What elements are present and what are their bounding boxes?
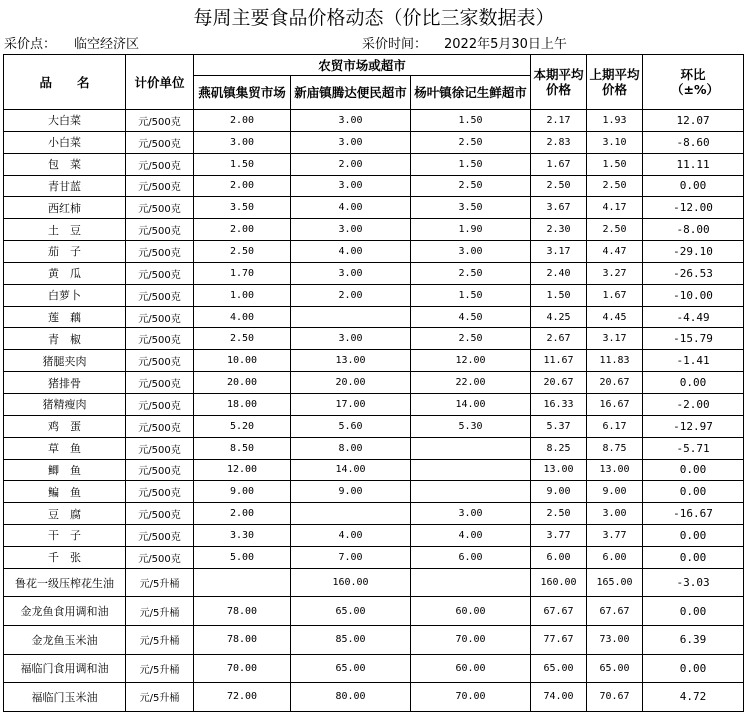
name-cell: 金龙鱼食用调和油 [4,597,126,626]
unit-cell: 元/500克 [126,241,194,263]
current-avg-price: 77.67 [531,625,587,654]
current-avg-price: 160.00 [531,568,587,597]
unit-cell: 元/500克 [126,393,194,415]
unit-cell: 元/500克 [126,131,194,153]
market-1-price: 5.00 [194,546,291,568]
unit-cell: 元/500克 [126,262,194,284]
table-row [4,625,744,654]
market-3-price: 12.00 [411,350,531,372]
previous-avg-price: 67.67 [587,597,643,626]
market-3-price: 6.00 [411,546,531,568]
change-percent: 12.07 [643,110,744,132]
change-percent: -12.00 [643,197,744,219]
market-2-price: 160.00 [291,568,411,597]
current-avg-price: 5.37 [531,415,587,437]
change-percent: 0.00 [643,372,744,394]
name-cell: 鲫 鱼 [4,459,126,481]
previous-avg-price: 8.75 [587,437,643,459]
name-cell: 猪排骨 [4,372,126,394]
market-2-price [291,306,411,328]
market-1-price: 18.00 [194,393,291,415]
table-row [4,110,744,132]
name-cell: 干 子 [4,525,126,547]
market-2-price [291,503,411,525]
table-row [4,459,744,481]
change-percent: -8.60 [643,131,744,153]
market-1-price [194,568,291,597]
unit-cell: 元/500克 [126,197,194,219]
current-avg-price: 74.00 [531,683,587,712]
market-3-price: 4.50 [411,306,531,328]
market-1-price: 10.00 [194,350,291,372]
current-avg-price: 2.17 [531,110,587,132]
market-1-price: 72.00 [194,683,291,712]
market-3-price: 2.50 [411,328,531,350]
market-1-price: 20.00 [194,372,291,394]
col-header-name: 品 名 [4,55,126,110]
market-2-price: 3.00 [291,175,411,197]
name-cell: 金龙鱼玉米油 [4,625,126,654]
market-1-price: 70.00 [194,654,291,683]
market-1-price: 3.50 [194,197,291,219]
current-avg-price: 2.67 [531,328,587,350]
unit-cell: 元/500克 [126,372,194,394]
market-2-price: 4.00 [291,241,411,263]
table-row [4,568,744,597]
current-avg-price: 2.83 [531,131,587,153]
change-percent: 0.00 [643,597,744,626]
previous-avg-price: 2.50 [587,175,643,197]
change-percent: -5.71 [643,437,744,459]
previous-avg-price: 3.17 [587,328,643,350]
name-cell: 小白菜 [4,131,126,153]
previous-avg-price: 16.67 [587,393,643,415]
market-2-price: 8.00 [291,437,411,459]
market-1-price: 8.50 [194,437,291,459]
market-1-price: 3.30 [194,525,291,547]
page-title: 每周主要食品价格动态（价比三家数据表） [193,7,555,29]
previous-avg-price: 11.83 [587,350,643,372]
current-avg-price: 2.40 [531,262,587,284]
market-3-price: 60.00 [411,597,531,626]
change-percent: 4.72 [643,683,744,712]
market-2-price: 85.00 [291,625,411,654]
previous-avg-price: 1.50 [587,153,643,175]
previous-avg-price: 70.67 [587,683,643,712]
market-2-price: 5.60 [291,415,411,437]
market-1-price: 5.20 [194,415,291,437]
unit-cell: 元/500克 [126,503,194,525]
market-2-price: 3.00 [291,131,411,153]
market-1-price: 12.00 [194,459,291,481]
market-1-price: 2.00 [194,175,291,197]
current-avg-price: 67.67 [531,597,587,626]
previous-avg-price: 165.00 [587,568,643,597]
market-2-price: 3.00 [291,219,411,241]
previous-avg-price: 20.67 [587,372,643,394]
previous-avg-price: 3.10 [587,131,643,153]
previous-avg-price: 2.50 [587,219,643,241]
change-percent: -29.10 [643,241,744,263]
market-2-price: 3.00 [291,328,411,350]
col-header-market-3: 杨叶镇徐记生鲜超市 [411,76,531,110]
current-avg-price: 3.17 [531,241,587,263]
change-percent: 0.00 [643,459,744,481]
current-avg-price: 1.67 [531,153,587,175]
previous-avg-price: 9.00 [587,481,643,503]
col-header-market-2: 新庙镇腾达便民超市 [291,76,411,110]
table-row [4,372,744,394]
market-2-price: 9.00 [291,481,411,503]
name-cell: 千 张 [4,546,126,568]
name-cell: 青甘蓝 [4,175,126,197]
market-2-price: 65.00 [291,654,411,683]
current-avg-price: 1.50 [531,284,587,306]
market-2-price: 13.00 [291,350,411,372]
name-cell: 草 鱼 [4,437,126,459]
previous-avg-price: 4.17 [587,197,643,219]
table-row [4,175,744,197]
current-avg-price: 20.67 [531,372,587,394]
table-row [4,197,744,219]
market-2-price: 4.00 [291,197,411,219]
col-header-change: 环比（±%） [643,55,744,110]
market-1-price: 3.00 [194,131,291,153]
market-3-price: 22.00 [411,372,531,394]
table-row [4,503,744,525]
change-percent: -16.67 [643,503,744,525]
meta-bar [0,36,748,54]
market-1-price: 1.50 [194,153,291,175]
market-1-price: 1.00 [194,284,291,306]
market-3-price: 1.50 [411,110,531,132]
previous-avg-price: 13.00 [587,459,643,481]
col-header-unit: 计价单位 [126,55,194,110]
unit-cell: 元/5升桶 [126,625,194,654]
market-3-price [411,481,531,503]
current-avg-price: 2.50 [531,175,587,197]
change-percent: -26.53 [643,262,744,284]
name-cell: 白萝卜 [4,284,126,306]
price-point-value: 临空经济区 [74,37,140,52]
table-row [4,654,744,683]
change-percent: 0.00 [643,546,744,568]
market-2-price: 17.00 [291,393,411,415]
change-percent: -4.49 [643,306,744,328]
previous-avg-price: 65.00 [587,654,643,683]
market-3-price [411,459,531,481]
name-cell: 豆 腐 [4,503,126,525]
name-cell: 猪腿夹肉 [4,350,126,372]
table-row [4,306,744,328]
col-header-current-avg: 本期平均价格 [531,55,587,110]
market-3-price: 2.50 [411,262,531,284]
market-3-price: 70.00 [411,625,531,654]
change-percent: -12.97 [643,415,744,437]
unit-cell: 元/500克 [126,328,194,350]
market-3-price: 1.50 [411,153,531,175]
market-1-price: 78.00 [194,597,291,626]
unit-cell: 元/500克 [126,306,194,328]
table-row [4,284,744,306]
table-row [4,328,744,350]
market-1-price: 2.00 [194,219,291,241]
name-cell: 西红柿 [4,197,126,219]
market-2-price: 4.00 [291,525,411,547]
current-avg-price: 2.50 [531,503,587,525]
unit-cell: 元/500克 [126,437,194,459]
table-row [4,393,744,415]
unit-cell: 元/5升桶 [126,683,194,712]
table-row [4,219,744,241]
previous-avg-price: 6.00 [587,546,643,568]
unit-cell: 元/500克 [126,525,194,547]
market-1-price: 9.00 [194,481,291,503]
market-3-price: 5.30 [411,415,531,437]
current-avg-price: 9.00 [531,481,587,503]
unit-cell: 元/500克 [126,175,194,197]
market-1-price: 4.00 [194,306,291,328]
change-percent: -8.00 [643,219,744,241]
unit-cell: 元/500克 [126,481,194,503]
change-percent: 0.00 [643,175,744,197]
current-avg-price: 4.25 [531,306,587,328]
market-3-price [411,437,531,459]
market-1-price: 2.00 [194,110,291,132]
unit-cell: 元/500克 [126,350,194,372]
market-1-price: 1.70 [194,262,291,284]
col-header-market-1: 燕矶镇集贸市场 [194,76,291,110]
table-row [4,415,744,437]
name-cell: 鲁花一级压榨花生油 [4,568,126,597]
previous-avg-price: 3.00 [587,503,643,525]
name-cell: 青 椒 [4,328,126,350]
table-row [4,153,744,175]
name-cell: 大白菜 [4,110,126,132]
table-row [4,437,744,459]
change-percent: -2.00 [643,393,744,415]
price-point-label: 采价点： [4,37,57,52]
change-percent: 0.00 [643,525,744,547]
previous-avg-price: 1.67 [587,284,643,306]
unit-cell: 元/5升桶 [126,654,194,683]
market-2-price: 2.00 [291,153,411,175]
previous-avg-price: 73.00 [587,625,643,654]
price-table [3,54,744,712]
name-cell: 黄 瓜 [4,262,126,284]
name-cell: 包 菜 [4,153,126,175]
current-avg-price: 11.67 [531,350,587,372]
current-avg-price: 6.00 [531,546,587,568]
unit-cell: 元/500克 [126,110,194,132]
current-avg-price: 2.30 [531,219,587,241]
market-3-price: 14.00 [411,393,531,415]
change-percent: 0.00 [643,654,744,683]
change-percent: -15.79 [643,328,744,350]
market-2-price: 2.00 [291,284,411,306]
market-3-price: 3.00 [411,241,531,263]
unit-cell: 元/500克 [126,415,194,437]
market-2-price: 3.00 [291,262,411,284]
change-percent: -1.41 [643,350,744,372]
current-avg-price: 8.25 [531,437,587,459]
market-1-price: 78.00 [194,625,291,654]
market-3-price: 2.50 [411,175,531,197]
change-percent: 6.39 [643,625,744,654]
unit-cell: 元/500克 [126,284,194,306]
market-2-price: 65.00 [291,597,411,626]
current-avg-price: 3.67 [531,197,587,219]
table-row [4,350,744,372]
unit-cell: 元/5升桶 [126,597,194,626]
market-3-price: 3.50 [411,197,531,219]
col-header-previous-avg: 上期平均价格 [587,55,643,110]
market-3-price: 2.50 [411,131,531,153]
previous-avg-price: 3.27 [587,262,643,284]
current-avg-price: 13.00 [531,459,587,481]
current-avg-price: 3.77 [531,525,587,547]
previous-avg-price: 1.93 [587,110,643,132]
col-header-market-group: 农贸市场或超市 [194,55,531,76]
unit-cell: 元/5升桶 [126,568,194,597]
market-3-price: 70.00 [411,683,531,712]
table-row [4,241,744,263]
unit-cell: 元/500克 [126,219,194,241]
market-2-price: 7.00 [291,546,411,568]
name-cell: 猪精瘦肉 [4,393,126,415]
unit-cell: 元/500克 [126,546,194,568]
name-cell: 鳊 鱼 [4,481,126,503]
name-cell: 土 豆 [4,219,126,241]
previous-avg-price: 4.47 [587,241,643,263]
table-row [4,262,744,284]
current-avg-price: 65.00 [531,654,587,683]
name-cell: 鸡 蛋 [4,415,126,437]
market-2-price: 80.00 [291,683,411,712]
market-2-price: 3.00 [291,110,411,132]
table-row [4,525,744,547]
market-1-price: 2.50 [194,328,291,350]
unit-cell: 元/500克 [126,153,194,175]
market-3-price: 3.00 [411,503,531,525]
previous-avg-price: 4.45 [587,306,643,328]
table-row [4,597,744,626]
collection-time-label: 采价时间： [362,37,428,52]
change-percent: -3.03 [643,568,744,597]
change-percent: 0.00 [643,481,744,503]
market-3-price: 1.90 [411,219,531,241]
market-2-price: 20.00 [291,372,411,394]
unit-cell: 元/500克 [126,459,194,481]
market-3-price: 60.00 [411,654,531,683]
market-3-price: 4.00 [411,525,531,547]
name-cell: 福临门食用调和油 [4,654,126,683]
table-row [4,131,744,153]
market-3-price [411,568,531,597]
previous-avg-price: 3.77 [587,525,643,547]
change-percent: 11.11 [643,153,744,175]
market-1-price: 2.00 [194,503,291,525]
market-2-price: 14.00 [291,459,411,481]
market-1-price: 2.50 [194,241,291,263]
table-row [4,481,744,503]
name-cell: 茄 子 [4,241,126,263]
table-row [4,683,744,712]
name-cell: 莲 藕 [4,306,126,328]
table-row [4,546,744,568]
previous-avg-price: 6.17 [587,415,643,437]
name-cell: 福临门玉米油 [4,683,126,712]
change-percent: -10.00 [643,284,744,306]
market-3-price: 1.50 [411,284,531,306]
current-avg-price: 16.33 [531,393,587,415]
collection-time-value: 2022年5月30日上午 [444,37,567,52]
